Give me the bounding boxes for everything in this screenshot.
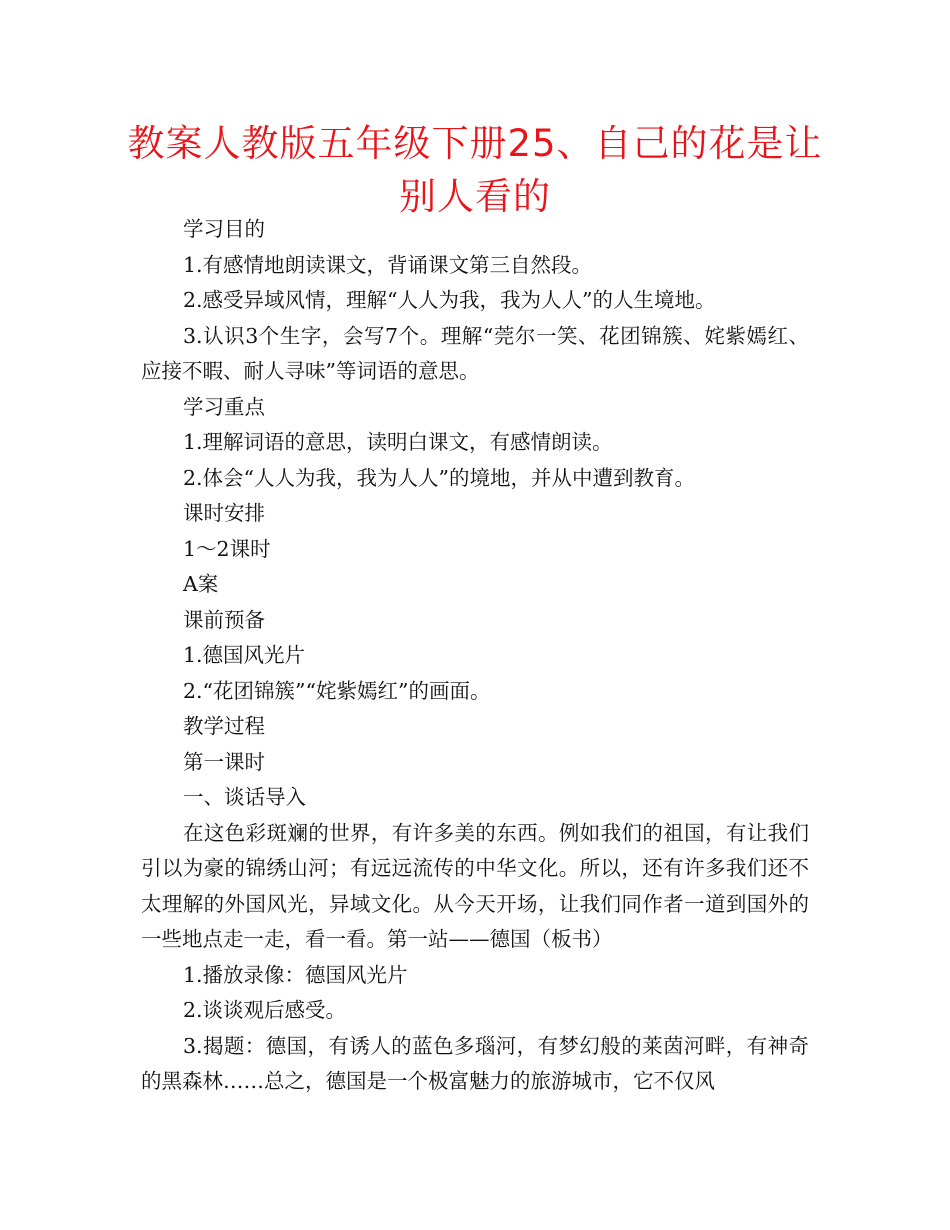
heading-key-points: 学习重点: [183, 394, 265, 419]
step-item-2: 2.谈谈观后感受。: [183, 998, 347, 1022]
intro-paragraph: 在这色彩斑斓的世界，有许多美的东西。例如我们的祖国，有让我们引以为豪的锦绣山河；有远远流传的中华文化。所以，还有许多我们还不太理解的外国风光，异域文化。从今天开场，让我们同作者一道到国外的一些地点走一走，看一看。第一站——德国（板书）: [141, 820, 809, 951]
heading-preparation: 课前预备: [183, 607, 265, 632]
section-heading-intro: 一、谈话导入: [183, 785, 306, 809]
preparation-item-2: 2.“花团锦簇”“姹紫嫣红”的画面。: [183, 678, 491, 703]
goal-item-1: 1.有感情地朗读课文，背诵课文第三自然段。: [183, 252, 593, 277]
lesson-label: 第一课时: [183, 749, 265, 774]
document-title: 教案人教版五年级下册25、自己的花是让别人看的: [127, 122, 823, 218]
step-item-1: 1.播放录像：德国风光片: [183, 962, 408, 987]
preparation-item-1: 1.德国风光片: [183, 643, 306, 667]
key-point-1: 1.理解词语的意思，读明白课文，有感情朗读。: [183, 430, 613, 454]
heading-learning-goals: 学习目的: [183, 217, 265, 241]
plan-label: A案: [183, 572, 219, 596]
goal-item-2: 2.感受异域风情，理解“人人为我，我为人人”的人生境地。: [183, 288, 716, 312]
step-item-3: 3.揭题：德国，有诱人的蓝色多瑙河，有梦幻般的莱茵河畔，有神奇的黑森林……总之，德国是一个极富魅力的旅游城市，它不仅风: [141, 1033, 809, 1093]
schedule-text: 1～2课时: [183, 536, 271, 561]
heading-schedule: 课时安排: [183, 501, 265, 525]
goal-item-3: 3.认识3个生字，会写7个。理解“莞尔一笑、花团锦簇、姹紫嫣红、应接不暇、耐人寻味”等词语的意思。: [141, 323, 809, 383]
document-body: [141, 212, 809, 1100]
heading-teaching-process: 教学过程: [183, 714, 265, 738]
key-point-2: 2.体会“人人为我，我为人人”的境地，并从中遭到教育。: [183, 465, 696, 490]
